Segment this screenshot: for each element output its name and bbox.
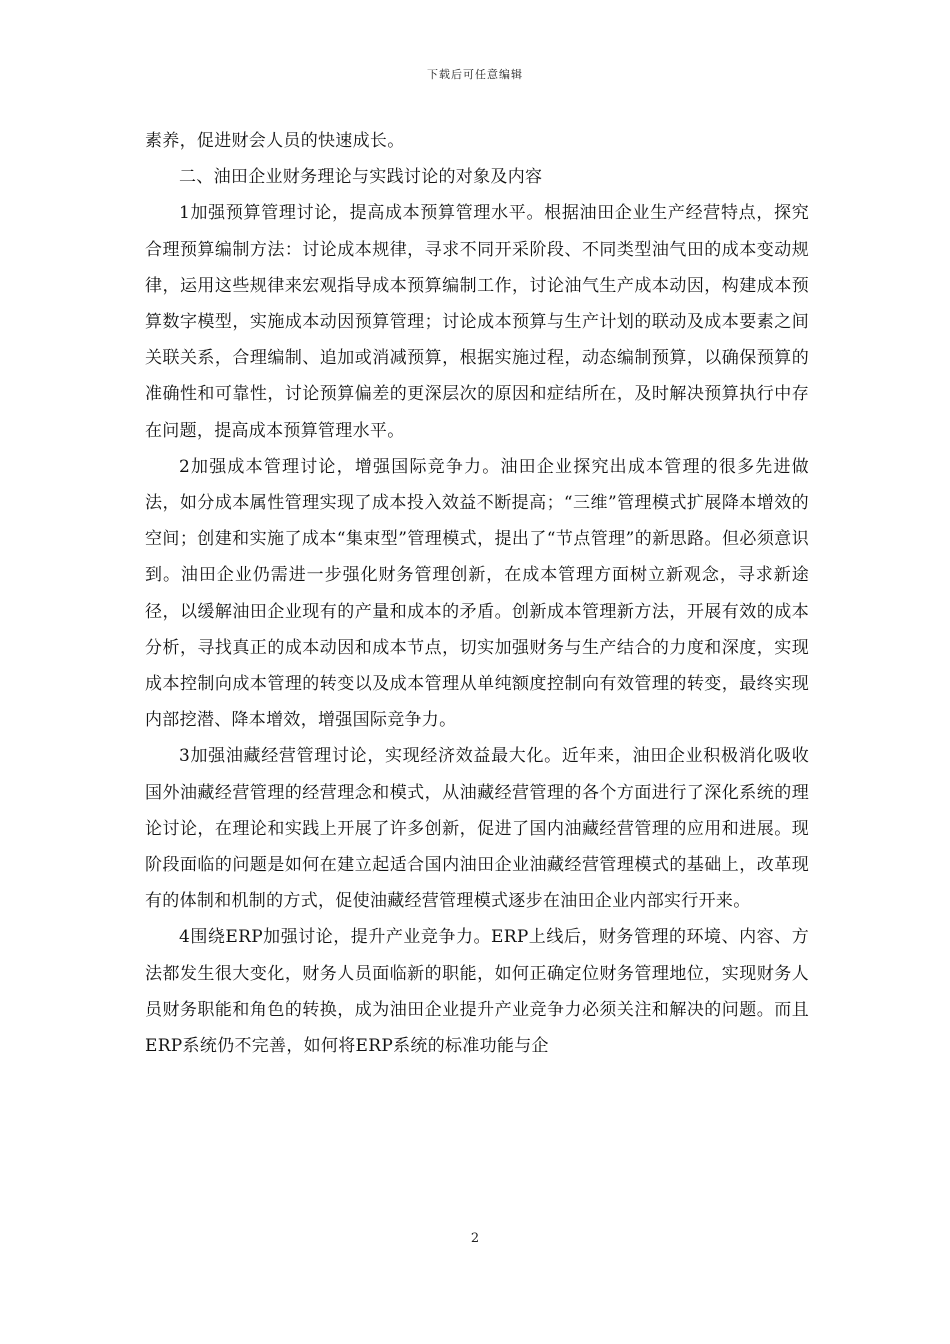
paragraph-erp: 4围绕ERP加强讨论，提升产业竞争力。ERP上线后，财务管理的环境、内容、方法都发生很大变化，财务人员面临新的职能，如何正确定位财务管理地位，实现财务人员财务职能和角色的转换，成为油田企业提升产业竞争力必须关注和解决的问题。而且ERP系统仍不完善，如何将ERP系统的标准功能与企 — [145, 927, 809, 1057]
page-header-note: 下载后可任意编辑 — [427, 68, 523, 81]
paragraph-cost-management: 2加强成本管理讨论，增强国际竞争力。油田企业探究出成本管理的很多先进做法，如分成本属性管理实现了成本投入效益不断提高；“三维”管理模式扩展降本增效的空间；创建和实施了成本“集束型”管理模式，提出了“节点管理”的新思路。但必须意识到。油田企业仍需进一步强化财务管理创新，在成本管理方面树立新观念，寻求新途径，以缓解油田企业现有的产量和成本的矛盾。创新成本管理新方法，开展有效的成本分析，寻找真正的成本动因和成本节点，切实加强财务与生产结合的力度和深度，实现成本控制向成本管理的转变以及成本管理从单纯额度控制向有效管理的转变，最终实现内部挖潜、降本增效，增强国际竞争力。 — [145, 456, 809, 731]
paragraph-budget-management: 1加强预算管理讨论，提高成本预算管理水平。根据油田企业生产经营特点，探究合理预算编制方法：讨论成本规律，寻求不同开采阶段、不同类型油气田的成本变动规律，运用这些规律来宏观指导成本预算编制工作，讨论油气生产成本动因，构建成本预算数字模型，实施成本动因预算管理；讨论成本预算与生产计划的联动及成本要素之间关联关系，合理编制、追加或消减预算，根据实施过程，动态编制预算，以确保预算的准确性和可靠性，讨论预算偏差的更深层次的原因和症结所在，及时解决预算执行中存在问题，提高成本预算管理水平。 — [145, 203, 809, 441]
paragraph-continuation: 素养，促进财会人员的快速成长。 — [145, 131, 405, 151]
document-body — [145, 123, 809, 1064]
paragraph-reservoir-management: 3加强油藏经营管理讨论，实现经济效益最大化。近年来，油田企业积极消化吸收国外油藏经营管理的经营理念和模式，从油藏经营管理的各个方面进行了深化系统的理论讨论，在理论和实践上开展了许多创新，促进了国内油藏经营管理的应用和进展。现阶段面临的问题是如何在建立起适合国内油田企业油藏经营管理模式的基础上，改革现有的体制和机制的方式，促使油藏经营管理模式逐步在油田企业内部实行开来。 — [145, 746, 809, 912]
section-heading: 二、油田企业财务理论与实践讨论的对象及内容 — [179, 167, 543, 188]
page-number: 2 — [470, 1231, 480, 1246]
